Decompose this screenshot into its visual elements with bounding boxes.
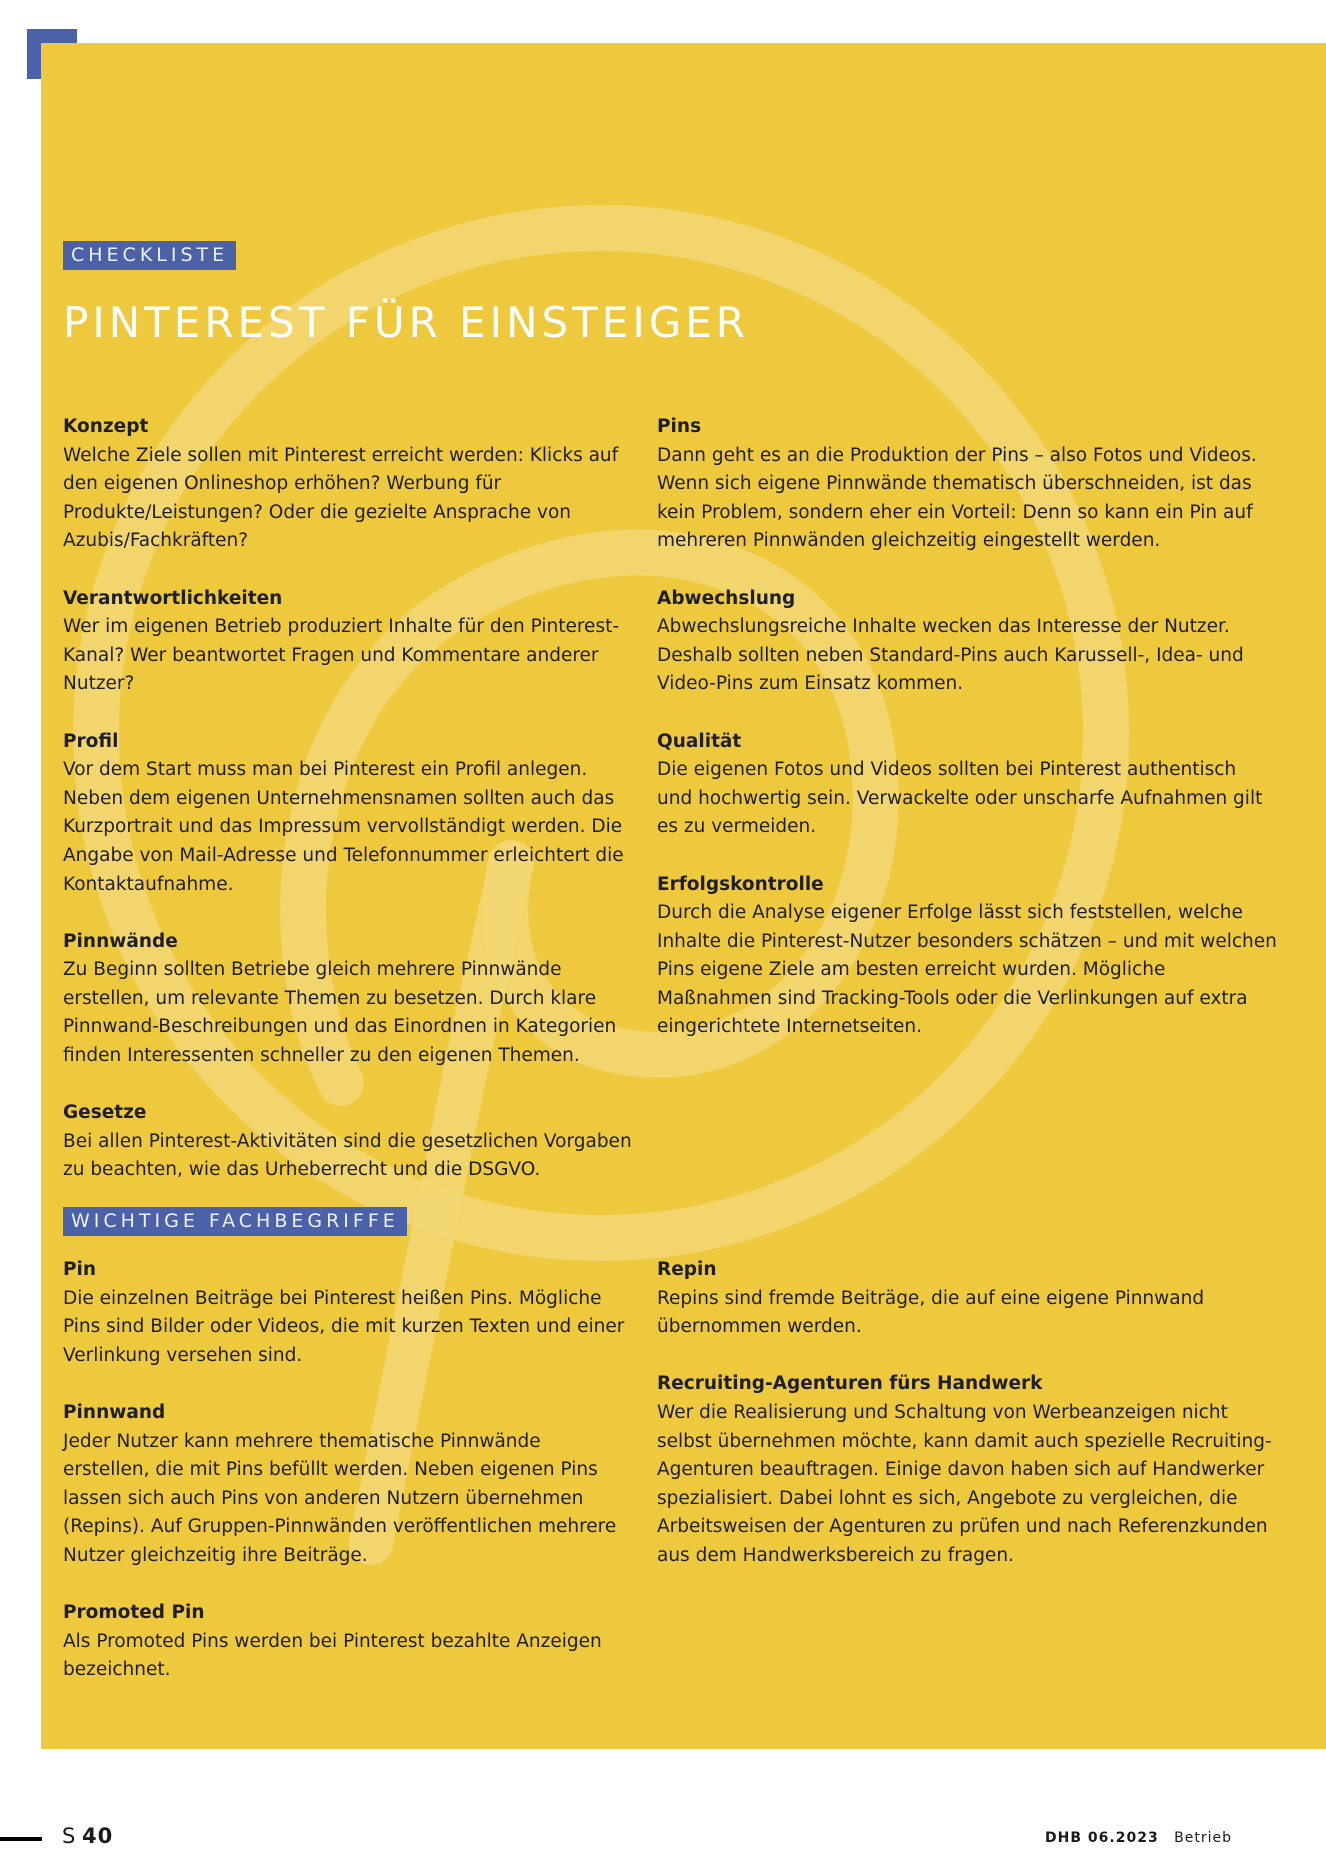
issue-label: DHB 06.2023	[1045, 1830, 1159, 1846]
glossary-term: Promoted Pin	[63, 1602, 205, 1624]
checklist-item-heading: Verantwortlichkeiten	[63, 587, 283, 609]
checklist-tag: CHECKLISTE	[63, 241, 236, 270]
glossary-term: Recruiting-Agenturen fürs Handwerk	[657, 1373, 1043, 1395]
checklist-item-body: Welche Ziele sollen mit Pinterest erreicht werden: Klicks auf den eigenen Onlineshop erhöhen? Werbung für Produkte/Leistungen? Oder die gezielte Ansprache von Azubis/Fachkräften?	[63, 444, 619, 552]
checklist-item	[657, 413, 1277, 556]
glossary-term: Pin	[63, 1259, 97, 1280]
glossary-term: Pinnwand	[63, 1401, 166, 1423]
glossary-item	[63, 1256, 633, 1370]
page-number	[62, 1824, 113, 1848]
checklist-item-heading: Konzept	[63, 416, 149, 437]
footer-rule	[0, 1837, 42, 1841]
page-prefix: S	[62, 1824, 76, 1848]
checklist-item	[63, 1099, 633, 1185]
checklist-item	[657, 585, 1277, 699]
glossary-definition: Wer die Realisierung und Schaltung von Werbeanzeigen nicht selbst übernehmen möchte, kann damit auch spezielle Recruiting-Agenturen beauftragen. Einige davon haben sich auf Handwerker spezialisiert. Dabei lohnt es sich, Angebote zu vergleichen, die Arbeitsweisen der Agenturen zu prüfen und nach Referenzkunden aus dem Handwerksbereich zu fragen.	[657, 1401, 1272, 1566]
glossary-item	[63, 1599, 633, 1685]
page-footer	[0, 1822, 1326, 1852]
checklist-item-body: Dann geht es an die Produktion der Pins – also Fotos und Videos. Wenn sich eigene Pinnwände thematisch überschneiden, ist das kein Problem, sondern eher ein Vorteil: Denn so kann ein Pin auf mehreren Pinnwänden gleichzeitig eingestellt werden.	[657, 444, 1257, 552]
checklist-item	[63, 928, 633, 1071]
checklist-item-body: Die eigenen Fotos und Videos sollten bei Pinterest authentisch und hochwertig sein. Verwackelte oder unscharfe Aufnahmen gilt es zu vermeiden.	[657, 759, 1263, 838]
checklist-item	[657, 871, 1277, 1043]
checklist-item-heading: Gesetze	[63, 1102, 147, 1124]
checklist-item	[63, 413, 633, 556]
glossary-item	[657, 1370, 1277, 1570]
checklist-item-body: Bei allen Pinterest-Aktivitäten sind die gesetzlichen Vorgaben zu beachten, wie das Urheberrecht und die DSGVO.	[63, 1130, 632, 1181]
glossary-definition: Als Promoted Pins werden bei Pinterest bezahlte Anzeigen bezeichnet.	[63, 1630, 602, 1681]
issue-info	[1045, 1830, 1232, 1846]
page-number-value: 40	[82, 1824, 114, 1848]
checklist-item-heading: Qualität	[657, 730, 742, 752]
glossary-item	[63, 1399, 633, 1571]
checklist-panel	[41, 43, 1326, 1749]
glossary-definition: Repins sind fremde Beiträge, die auf eine eigene Pinnwand übernommen werden.	[657, 1287, 1205, 1338]
checklist-item	[657, 728, 1277, 842]
checklist-item-heading: Abwechslung	[657, 587, 796, 609]
page-title: PINTEREST FÜR EINSTEIGER	[63, 298, 749, 347]
checklist-item-body: Wer im eigenen Betrieb produziert Inhalte für den Pinterest-Kanal? Wer beantwortet Fragen und Kommentare anderer Nutzer?	[63, 616, 620, 695]
checklist-item-body: Durch die Analyse eigener Erfolge lässt sich feststellen, welche Inhalte die Pinterest-Nutzer besonders schätzen – und mit welchen Pins eigene Ziele am besten erreicht wurden. Mögliche Maßnahmen sind Tracking-Tools oder die Verlinkungen auf extra eingerichtete Internetseiten.	[657, 902, 1277, 1038]
glossary-right-column	[657, 1256, 1277, 1599]
checklist-item	[63, 728, 633, 900]
checklist-item-heading: Pinnwände	[63, 930, 178, 952]
glossary-definition: Die einzelnen Beiträge bei Pinterest heißen Pins. Mögliche Pins sind Bilder oder Videos, die mit kurzen Texten und einer Verlinkung versehen sind.	[63, 1287, 625, 1366]
section-label: Betrieb	[1174, 1830, 1232, 1846]
checklist-item-body: Vor dem Start muss man bei Pinterest ein Profil anlegen. Neben dem eigenen Unternehmensnamen sollten auch das Kurzportrait und das Impressum vervollständigt werden. Die Angabe von Mail-Adresse und Telefonnummer erleichtert die Kontaktaufnahme.	[63, 759, 624, 895]
checklist-item	[63, 585, 633, 699]
checklist-item-heading: Erfolgskontrolle	[657, 873, 824, 895]
glossary-tag: WICHTIGE FACHBEGRIFFE	[63, 1207, 407, 1236]
checklist-left-column	[63, 413, 633, 1214]
checklist-item-body: Abwechslungsreiche Inhalte wecken das Interesse der Nutzer. Deshalb sollten neben Standard-Pins auch Karussell-, Idea- und Video-Pins zum Einsatz kommen.	[657, 616, 1244, 695]
checklist-item-body: Zu Beginn sollten Betriebe gleich mehrere Pinnwände erstellen, um relevante Themen zu besetzen. Durch klare Pinnwand-Beschreibungen und das Einordnen in Kategorien finden Interessenten schneller zu den eigenen Themen.	[63, 959, 617, 1067]
glossary-term: Repin	[657, 1259, 717, 1280]
checklist-item-heading: Profil	[63, 730, 119, 752]
checklist-item-heading: Pins	[657, 416, 702, 437]
glossary-item	[657, 1256, 1277, 1342]
glossary-definition: Jeder Nutzer kann mehrere thematische Pinnwände erstellen, die mit Pins befüllt werden. Neben eigenen Pins lassen sich auch Pins von anderen Nutzern übernehmen (Repins). Auf Gruppen-Pinnwänden veröffentlichen mehrere Nutzer gleichzeitig ihre Beiträge.	[63, 1430, 617, 1566]
glossary-left-column	[63, 1256, 633, 1714]
checklist-right-column	[657, 413, 1277, 1071]
